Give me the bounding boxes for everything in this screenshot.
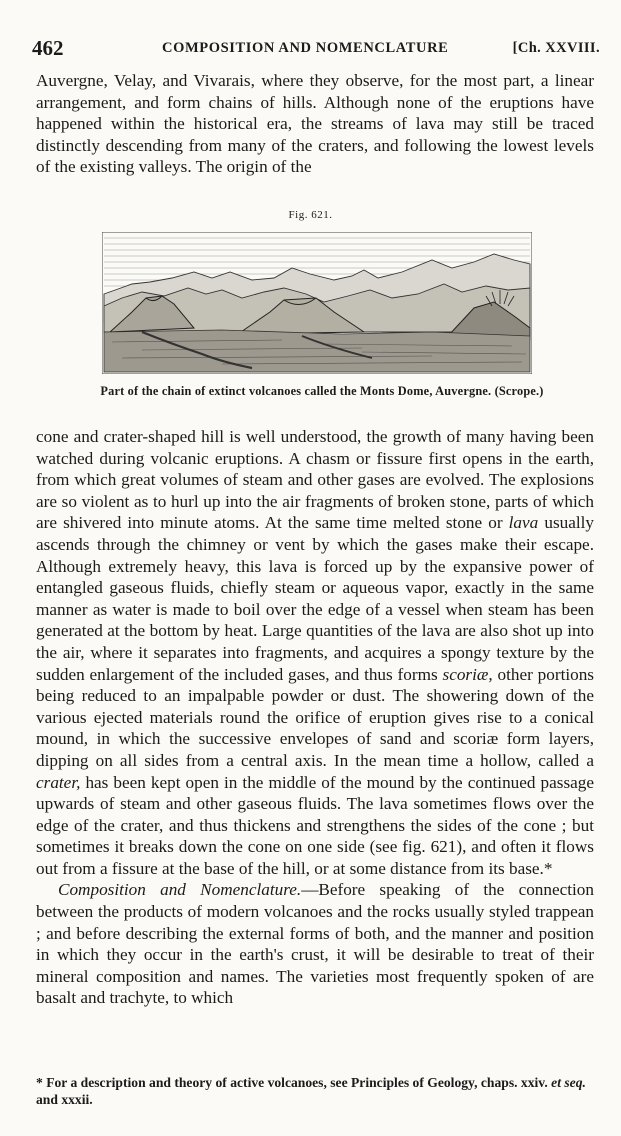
running-header xyxy=(32,36,600,62)
term-crater: crater, xyxy=(36,772,81,792)
paragraph-formation-lead: cone and crater-shaped hill is well understood, the growth of many having been watched during volcanic eruptions. A chasm or fissure first opens in the earth, from which great volumes of steam and other gases are evolved. The explosions are so violent as to hurl up into the air fragments of broken stone, parts of which are shivered into minute atoms. At the same time melted stone or xyxy=(36,427,594,533)
running-title: COMPOSITION AND NOMENCLATURE xyxy=(162,40,449,56)
figure-caption: Part of the chain of extinct volcanoes called the Monts Dome, Auvergne. (Scrope.) xyxy=(100,384,544,398)
paragraph-formation-mid-2: other portions being reduced to an impalpable powder or dust. The showering down of the various ejected materials round the orifice of eruption gives rise to a conical mound, in which the successive envelopes of sand and scoriæ form layers, dipping on all sides from a central axis. In the mean time a hollow, called a xyxy=(36,664,594,770)
chapter-reference: [Ch. XXVIII. xyxy=(512,40,600,56)
page-number: 462 xyxy=(32,36,64,60)
paragraph-formation-tail: has been kept open in the middle of the mound by the continued passage upwards of steam and other gaseous fluids. The lava sometimes flows over the edge of the crater, and thus thickens and strengthens the sides of the cone ; but sometimes it breaks down the cone on one side (see fig. 621), and often it flows out from a fissure at the base of the hill, or at some distance from its base.* xyxy=(36,772,594,878)
section-heading: Composition and Nomenclature. xyxy=(58,880,302,900)
volcano-chain-illustration xyxy=(102,232,532,374)
footnote-lead: * For a description and theory of active volcanoes, see Principles of Geology, chaps. xxiv. xyxy=(36,1075,552,1090)
paragraph-formation-mid-1: usually ascends through the chimney or vent by which the gases make their escape. Although extremely heavy, this lava is forced up by the expansive power of entangled gaseous fluids, chiefly steam or aqueous vapor, exactly in the same manner as water is made to boil over the edge of a vessel when steam has been generated at the bottom by heat. Large quantities of the lava are also shot up into the air, where it separates into fragments, and acquires a spongy texture by the sudden enlargement of the included gases, and thus forms xyxy=(36,513,594,684)
paragraph-formation xyxy=(36,426,594,1009)
paragraph-composition: —Before speaking of the connection between the products of modern volcanoes and the rocks usually styled trappean ; and before describing the external forms of both, and the manner and position in which they occur in the earth's crust, it will be desirable to treat of their mineral composition and names. The varieties most frequently spoken of are basalt and trachyte, to which xyxy=(36,880,594,1008)
term-scoriae: scoriæ, xyxy=(442,664,493,684)
footnote xyxy=(36,1074,596,1108)
paragraph-intro: Auvergne, Velay, and Vivarais, where they observe, for the most part, a linear arrangement, and form chains of hills. Although none of the eruptions have happened within the historical era, the streams of lava may still be traced distinctly descending from many of the craters, and following the lowest levels of the existing valleys. The origin of the xyxy=(36,71,594,177)
footnote-et-seq: et seq. xyxy=(551,1075,586,1090)
figure-label: Fig. 621. xyxy=(288,209,333,221)
term-lava: lava xyxy=(508,513,539,533)
footnote-tail: and xxxii. xyxy=(36,1092,93,1107)
